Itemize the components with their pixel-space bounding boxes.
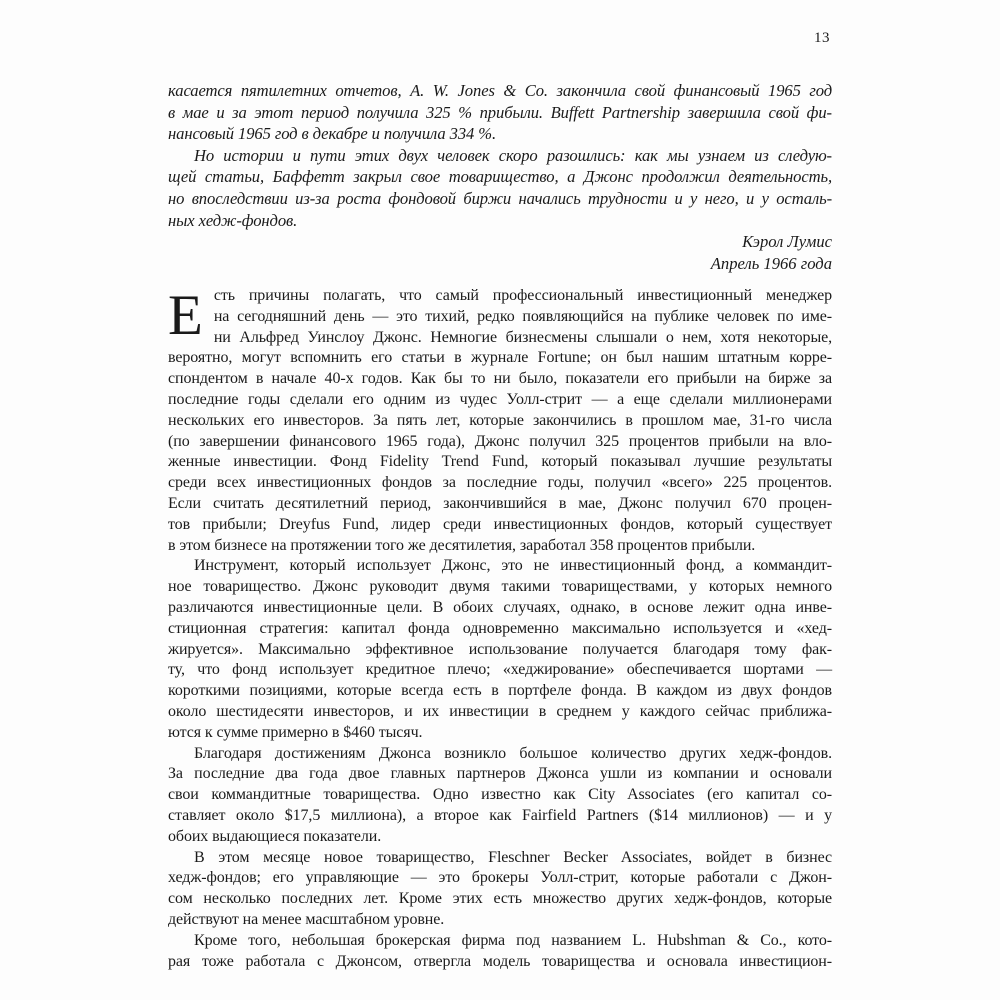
text-line: тов прибыли; Dreyfus Fund, лидер среди инвестиционных фондов, который существует xyxy=(168,515,832,533)
text-line: Но истории и пути этих двух человек скоро разошлись: как мы узнаем из следую- xyxy=(194,145,832,165)
text-line: жируется». Максимально эффективное использование получается благодаря тому фак- xyxy=(168,640,832,658)
text-line: действуют на менее масштабном уровне. xyxy=(168,910,445,928)
paragraph xyxy=(168,848,832,931)
text-line: ставляет около $17,5 миллиона), а второе как Fairfield Partners ($14 миллионов) — и у xyxy=(168,806,832,824)
text-line: рая тоже работала с Джонсом, отвергла модель товарищества и основала инвестицион- xyxy=(168,952,832,970)
text-line: женные инвестиции. Фонд Fidelity Trend Fund, который показывал лучшие результаты xyxy=(168,453,832,471)
text-line: стиционная стратегия: капитал фонда одновременно максимально используется и «хед- xyxy=(168,619,832,637)
text-line: последние годы сделали его одним из чудес Уолл-стрит — а еще сделали миллионерами xyxy=(168,390,832,408)
text-line: в мае и за этот период получила 325 % прибыли. Buffett Partnership завершила свой фи- xyxy=(168,102,832,122)
text-line: ту, что фонд использует кредитное плечо; «хеджирование» обеспечивается шортами — xyxy=(168,661,832,679)
paragraph xyxy=(168,744,832,848)
text-line: В этом месяце новое товарищество, Fleschner Becker Associates, войдет в бизнес xyxy=(194,848,832,866)
text-line: (по завершении финансового 1965 года), Джонс получил 325 процентов прибыли на вло- xyxy=(168,432,832,450)
attribution xyxy=(168,231,832,274)
text-line: нансовый 1965 год в декабре и получила 334 %. xyxy=(168,124,497,144)
paragraph xyxy=(168,286,832,556)
intro-section xyxy=(168,80,832,274)
text-line: сть причины полагать, что самый профессиональный инвестиционный менеджер xyxy=(213,287,832,304)
intro-paragraphs xyxy=(168,80,832,231)
paragraph xyxy=(168,556,832,743)
text-line: среди всех инвестиционных фондов за последние годы, получил «всего» 225 процентов. xyxy=(168,474,832,492)
article-body xyxy=(168,286,832,972)
text-line: различаются инвестиционные цели. В обоих случаях, однако, в основе лежит одна инве- xyxy=(168,598,832,616)
text-line: сом несколько последних лет. Кроме этих есть множество других хедж-фондов, которые xyxy=(168,890,832,908)
text-line: но впоследствии из-за роста фондовой биржи начались трудности и у него, и у осталь- xyxy=(168,188,832,208)
text-line: около шестидесяти инвесторов, и их инвестиции в среднем у каждого сейчас приближа- xyxy=(168,702,832,720)
paragraph xyxy=(168,80,832,145)
text-line: ных хедж-фондов. xyxy=(168,210,298,230)
text-line: свои коммандитные товарищества. Одно известно как City Associates (его капитал со- xyxy=(168,786,832,804)
text-line: спондентом в начале 40-х годов. Как бы то ни было, показатели его прибыли на бирже за xyxy=(168,370,832,388)
text-line: ное товарищество. Джонс руководит двумя такими товариществами, у которых немного xyxy=(168,578,832,596)
text-line: Инструмент, который использует Джонс, это не инвестиционный фонд, а коммандит- xyxy=(194,557,832,575)
text-line: нескольких его инвесторов. За пять лет, которые закончились в прошлом мае, 31-го числа xyxy=(168,411,832,429)
text-line: Кроме того, небольшая брокерская фирма под названием L. Hubshman & Co., кото- xyxy=(194,931,832,949)
text-line: касается пятилетних отчетов, A. W. Jones & Co. закончила свой финансовый 1965 год xyxy=(168,81,832,100)
attribution-author: Кэрол Лумис xyxy=(742,232,832,252)
text-line: ни Альфред Уинслоу Джонс. Немногие бизнесмены слышали о нем, хотя некоторые, xyxy=(213,328,832,346)
text-line: обоих выдающиеся показатели. xyxy=(168,827,382,845)
paragraph xyxy=(168,931,832,973)
text-line: щей статьи, Баффетт закрыл свое товарищество, а Джонс продолжил деятельность, xyxy=(168,167,832,187)
drop-cap: Е xyxy=(168,284,203,347)
text-line: короткими позициями, которые всегда есть в портфеле фонда. В каждом из двух фондов xyxy=(168,682,832,700)
text-line: Если считать десятилетний период, закончившийся в мае, Джонс получил 670 процен- xyxy=(168,494,832,512)
text-line: в этом бизнесе на протяжении того же десятилетия, заработал 358 процентов прибыли. xyxy=(168,536,756,554)
text-line: Благодаря достижениям Джонса возникло большое количество других хедж-фондов. xyxy=(194,744,832,762)
attribution-date: Апрель 1966 года xyxy=(710,253,832,273)
text-line: вероятно, могут вспомнить его статьи в журнале Fortune; он был нашим штатным корре- xyxy=(168,349,832,367)
text-line: За последние два года двое главных партнеров Джонса ушли из компании и основали xyxy=(168,765,832,783)
text-line: ются к сумме примерно в $460 тысяч. xyxy=(168,723,423,741)
page-number: 13 xyxy=(814,30,830,46)
text-line: на сегодняшний день — это тихий, редко появляющийся на публике человек по име- xyxy=(213,307,832,325)
text-line: хедж-фондов; его управляющие — это брокеры Уолл-стрит, которые работали с Джон- xyxy=(168,869,832,887)
paragraph xyxy=(168,145,832,231)
